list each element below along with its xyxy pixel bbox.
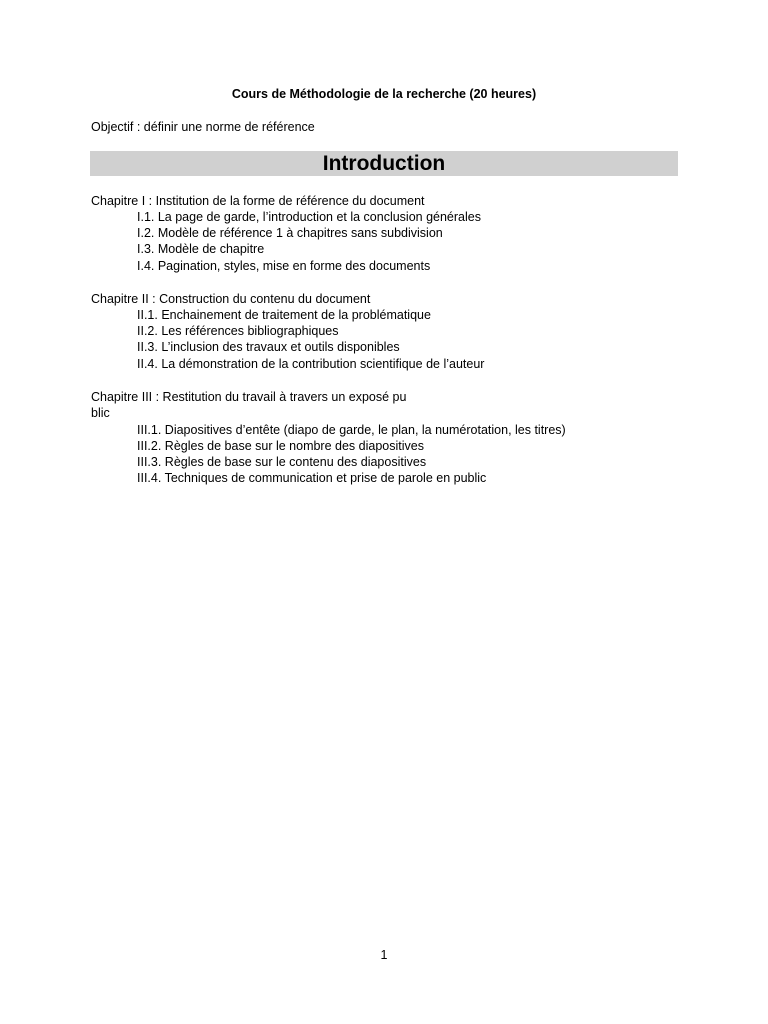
chapter-3-section-1: III.1. Diapositives d’entête (diapo de garde, le plan, la numérotation, les titres) — [137, 423, 566, 437]
chapter-1-section-4: I.4. Pagination, styles, mise en forme des documents — [137, 259, 431, 273]
chapter-1-title: Chapitre I : Institution de la forme de référence du document — [91, 194, 425, 208]
page-number: 1 — [380, 948, 388, 962]
chapter-2-title: Chapitre II : Construction du contenu du document — [91, 292, 371, 306]
chapter-3-section-3: III.3. Règles de base sur le contenu des diapositives — [137, 455, 427, 469]
chapter-3-section-2: III.2. Règles de base sur le nombre des diapositives — [137, 439, 424, 453]
introduction-banner — [90, 151, 678, 176]
document-title: Cours de Méthodologie de la recherche (20 heures) — [231, 87, 537, 101]
chapter-1-section-2: I.2. Modèle de référence 1 à chapitres sans subdivision — [137, 226, 443, 240]
chapter-2-section-2: II.2. Les références bibliographiques — [137, 324, 339, 338]
chapter-2-section-1: II.1. Enchainement de traitement de la problématique — [137, 308, 431, 322]
introduction-heading: Introduction — [322, 152, 446, 175]
chapter-3-section-4: III.4. Techniques de communication et prise de parole en public — [137, 471, 487, 485]
objective-line: Objectif : définir une norme de référence — [91, 120, 315, 134]
chapter-3-title: Chapitre III : Restitution du travail à travers un exposé pu — [91, 390, 407, 404]
chapter-2-section-3: II.3. L’inclusion des travaux et outils disponibles — [137, 340, 400, 354]
chapter-1-section-3: I.3. Modèle de chapitre — [137, 242, 265, 256]
chapter-3-title-continuation: blic — [91, 406, 110, 420]
chapter-2-section-4: II.4. La démonstration de la contribution scientifique de l’auteur — [137, 357, 485, 371]
chapter-1-section-1: I.1. La page de garde, l’introduction et la conclusion générales — [137, 210, 481, 224]
